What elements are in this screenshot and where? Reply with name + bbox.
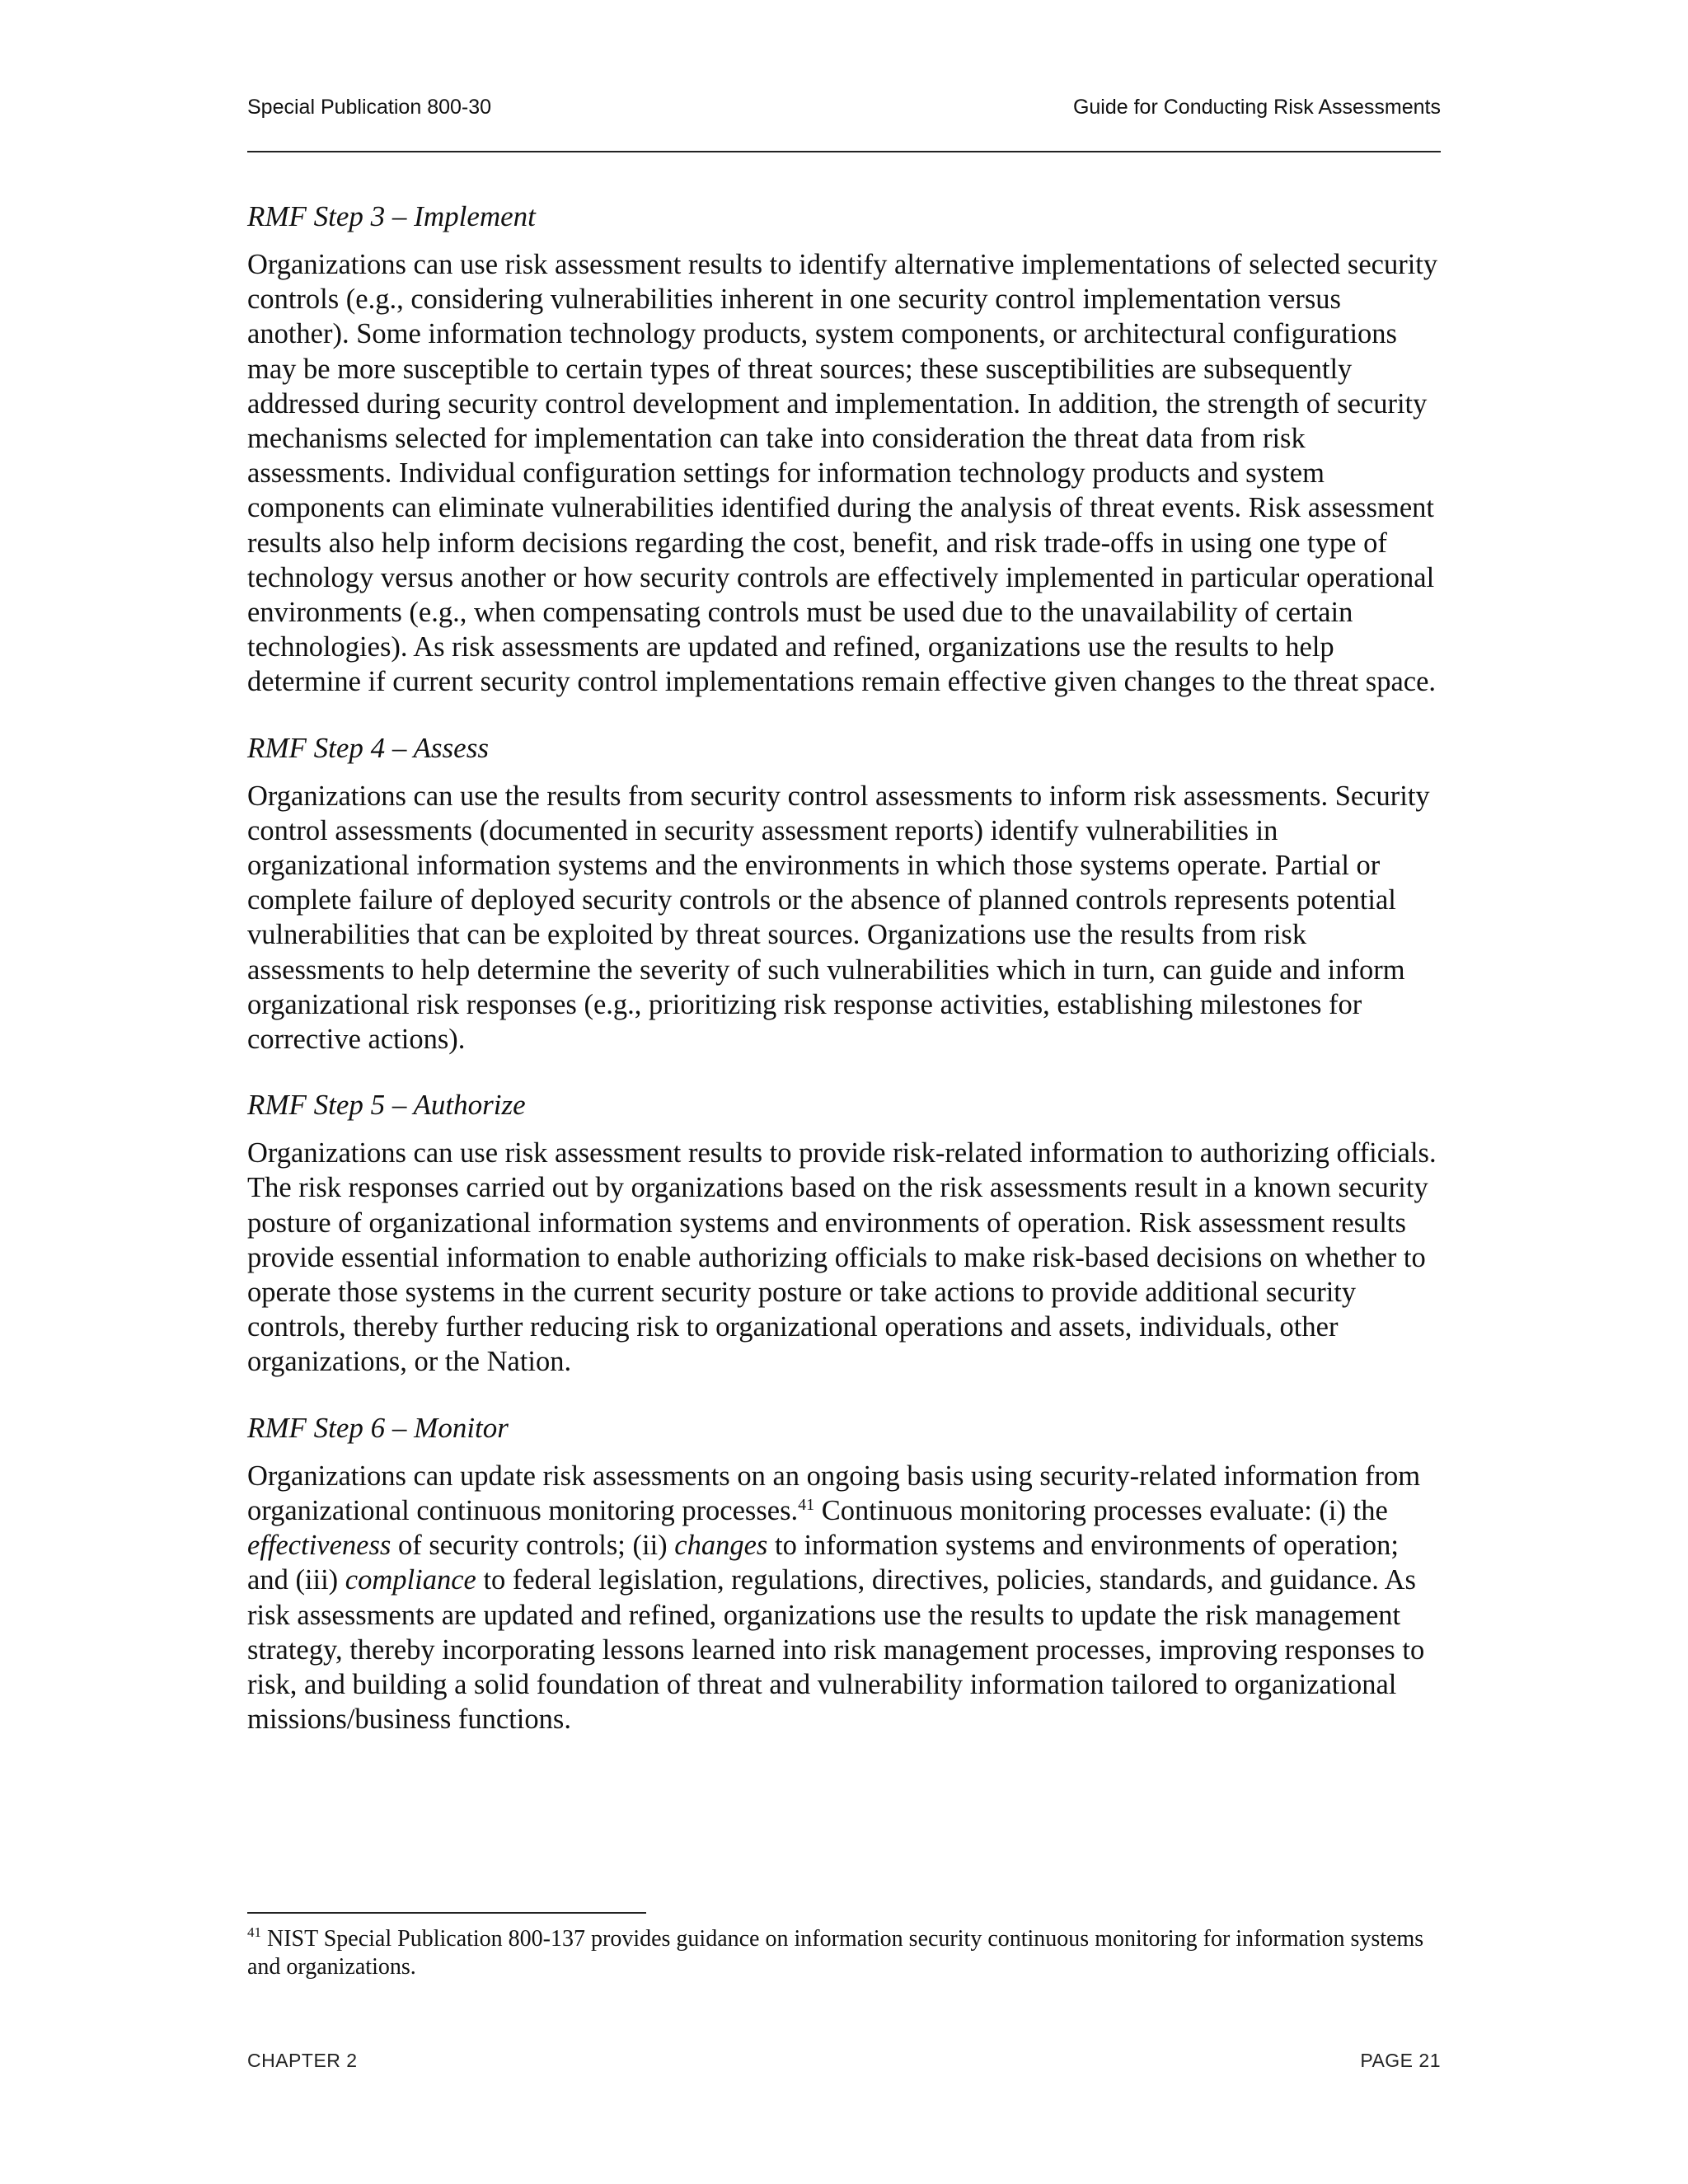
footnote-reference[interactable]: 41 bbox=[798, 1495, 815, 1514]
footnote-number: 41 bbox=[247, 1924, 261, 1940]
section-step-5 bbox=[247, 1088, 1444, 1379]
section-step-4 bbox=[247, 731, 1444, 1057]
running-header bbox=[247, 96, 1441, 129]
header-divider bbox=[247, 151, 1441, 152]
section-paragraph: Organizations can use risk assessment results to provide risk-related information to authorizing officials. The risk responses carried out by organizations based on the risk assessments result in a known security posture of organizational information systems and environments of operation. Risk assessment results provide essential information to enable authorizing officials to make risk-based decisions on whether to operate those systems in the current security posture or take actions to provide additional security controls, thereby further reducing risk to organizational operations and assets, individuals, other organizations, or the Nation. bbox=[247, 1137, 1437, 1378]
footer-chapter: CHAPTER 2 bbox=[247, 2050, 358, 2071]
section-heading: RMF Step 5 – Authorize bbox=[247, 1089, 526, 1122]
paragraph-text: Organizations can update risk assessments on an ongoing basis using security-related information from organizational continuous monitoring processes. bbox=[247, 1460, 1421, 1526]
page-number: PAGE 21 bbox=[1360, 2050, 1441, 2071]
section-paragraph: Organizations can use the results from security control assessments to inform risk assessments. Security control assessments (documented in security assessment reports) identify vulnerabilities in organizational information systems and the environments in which those systems operate. Partial or complete failure of deployed security controls or the absence of planned controls represents potential vulnerabilities that can be exploited by threat sources. Organizations use the results from risk assessments to help determine the severity of such vulnerabilities which in turn, can guide and inform organizational risk responses (e.g., prioritizing risk response activities, establishing milestones for corrective actions). bbox=[247, 780, 1430, 1056]
paragraph-text: to information systems and environments of operation; and (iii) bbox=[247, 1530, 1399, 1596]
header-publication: Special Publication 800-30 bbox=[247, 96, 492, 119]
header-title: Guide for Conducting Risk Assessments bbox=[1072, 96, 1441, 119]
footnote bbox=[247, 1925, 1434, 1981]
section-paragraph: Organizations can use risk assessment results to identify alternative implementations of selected security controls (e.g., considering vulnerabilities inherent in one security control implementation versus another). Some information technology products, system components, or architectural configurations may be more susceptible to certain types of threat sources; these susceptibilities are subsequently addressed during security control development and implementation. In addition, the strength of security mechanisms selected for implementation can take into consideration the threat data from risk assessments. Individual configuration settings for information technology products and system components can eliminate vulnerabilities identified during the analysis of threat events. Risk assessment results also help inform decisions regarding the cost, benefit, and risk trade-offs in using one type of technology versus another or how security controls are effectively implemented in particular operational environments (e.g., when compensating controls must be used due to the unavailability of certain technologies). As risk assessments are updated and refined, organizations use the results to help determine if current security control implementations remain effective given changes to the threat space. bbox=[247, 249, 1438, 698]
paragraph-text: to federal legislation, regulations, directives, policies, standards, and guidance. As risk assessments are updated and refined, organizations use the results to update the risk management strategy, thereby incorporating lessons learned into risk management processes, improving responses to risk, and building a solid foundation of threat and vulnerability information tailored to organizational missions/business functions. bbox=[247, 1564, 1425, 1736]
emphasis-term: effectiveness bbox=[247, 1530, 392, 1562]
footnote-text: NIST Special Publication 800-137 provides guidance on information security continuous monitoring for information systems and organizations. bbox=[247, 1926, 1424, 1980]
emphasis-term: compliance bbox=[345, 1564, 476, 1596]
emphasis-term: changes bbox=[674, 1530, 768, 1562]
section-paragraph bbox=[247, 1459, 1444, 1737]
section-heading: RMF Step 4 – Assess bbox=[247, 731, 489, 764]
section-step-6 bbox=[247, 1411, 1444, 1737]
section-heading: RMF Step 6 – Monitor bbox=[247, 1411, 509, 1444]
section-step-3 bbox=[247, 199, 1444, 700]
page-body bbox=[247, 199, 1444, 1768]
paragraph-text: Continuous monitoring processes evaluate: (i) the bbox=[814, 1494, 1388, 1526]
paragraph-text: of security controls; (ii) bbox=[391, 1530, 675, 1562]
running-footer bbox=[247, 2050, 1441, 2078]
section-heading: RMF Step 3 – Implement bbox=[247, 200, 536, 232]
footnote-divider bbox=[247, 1912, 646, 1914]
